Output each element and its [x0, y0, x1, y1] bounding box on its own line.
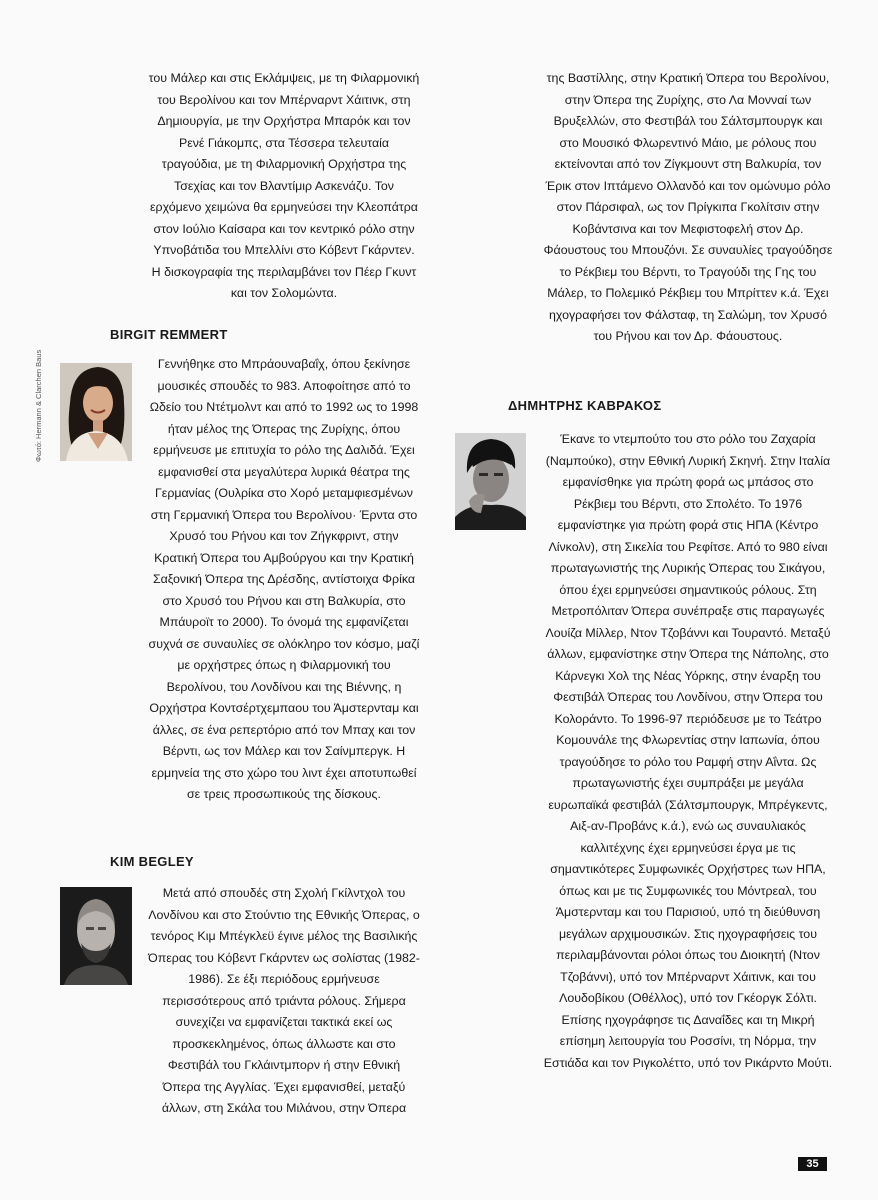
paragraph: Γεννήθηκε στο Μπράουναβαΐχ, όπου ξεκίνησε μουσικές σπουδές το 983. Αποφοίτησε από το Ωδείο του Ντέτμολντ και από το 1992 ως το 1998 ήταν μέλος της Όπερας της Ζυρίχης, όπου ερμήνευσε με επιτυχία το ρόλο της Δαλιδά. Έχει εμφανισθεί στα μεγαλύτερα λυρικά θέατρα της Γερμανίας (Ουλρίκα στο Χορό μεταμφιεσμένων στη Γερμανική Όπερα του Βερολίνου· Έρντα στο Χρυσό του Ρήνου και τον Ζήγκφριντ, στην Κρατική Όπερα του Αμβούργου και την Κρατική Σαξονική Όπερα της Δρέσδης, αντίστοιχα Φρίκα στο Χρυσό του Ρήνου και στη Βαλκυρία, στο Μπάυροϊτ το 2000). Το όνομά της εμφανίζεται συχνά σε συναυλίες σε ολόκληρο τον κόσμο, μαζί με ορχήστρες όπως η Φιλαρμονική του Βερολίνου, του Λονδίνου και της Βιέννης, η Ορχήστρα Κοντσέρτχεμπαου του Άμστερνταμ και άλλες, σε ένα ρεπερτόριο από τον Μπαχ και τον Βέρντι, ως τον Μάλερ και τον Σαίνμπεργκ. Η ερμηνεία της στο χώρο του λιντ έχει αποτυπωθεί σε τρεις προσωπικούς της δίσκους.	[148, 357, 420, 801]
paragraph: Μετά από σπουδές στη Σχολή Γκίλντχολ του Λονδίνου και στο Στούντιο της Εθνικής Όπερας, ο τενόρος Κιμ Μπέγκλεϋ έγινε μέλος της Βασιλικής Όπερας του Κόβεντ Γκάρντεν ως σολίστας (1982-1986). Σε έξι περιόδους ερμήνευσε περισσότερους από τριάντα ρόλους. Σήμερα συνεχίζει να εμφανίζεται τακτικά εκεί ως προσκεκλημένος, όπως άλλωστε και στο Φεστιβάλ του Γκλάιντμπορν ή στην Εθνική Όπερα της Αγγλίας. Έχει εμφανισθεί, μεταξύ άλλων, στη Σκάλα του Μιλάνου, στην Όπερα	[148, 886, 420, 1115]
paragraph: της Βαστίλλης, στην Κρατική Όπερα του Βερολίνου, στην Όπερα της Ζυρίχης, στο Λα Μονναί των Βρυξελλών, στο Φεστιβάλ του Σάλτσμπουργκ και στο Μουσικό Φλωρεντινό Μάιο, με ρόλους που εκτείνονται από τον Ζίγκμουντ στη Βαλκυρία, τον Έρικ στον Ιπτάμενο Ολλανδό και τον ομώνυμο ρόλο στον Πάρσιφαλ, ως τον Πρίγκιπα Γκολίτσιν στην Κοβάντσινα και τον Μεφιστοφελή στον Δρ. Φάουστους του Μπουζόνι. Σε συναυλίες τραγούδησε το Ρέκβιεμ του Βέρντι, το Τραγούδι της Γης του Μάλερ, το Πολεμικό Ρέκβιεμ του Μπρίττεν κ.ά. Έχει ηχογραφήσει τον Φάλσταφ, τη Σαλώμη, τον Χρυσό του Ρήνου και τον Δρ. Φάουστους.	[543, 71, 833, 343]
portrait-begley	[60, 887, 132, 985]
remmert-bio	[148, 354, 420, 806]
page-number: 35	[798, 1157, 827, 1171]
section-heading-remmert: BIRGIT REMMERT	[110, 327, 228, 342]
begley-bio	[148, 883, 420, 1120]
portrait-kavrakos	[455, 433, 526, 530]
paragraph: του Μάλερ και στις Εκλάμψεις, με τη Φιλαρμονική του Βερολίνου και τον Μπέρναρντ Χάιτινκ, στη Δημιουργία, με την Ορχήστρα Μπαρόκ και τον Ρενέ Γιάκομπς, στα Τέσσερα τελευταία τραγούδια, με τη Φιλαρμονική Ορχήστρα της Τσεχίας και τον Βλαντίμιρ Ασκενάζυ. Τον ερχόμενο χειμώνα θα ερμηνεύσει την Κλεοπάτρα στον Ιούλιο Καίσαρα και τον κεντρικό ρόλο στην Υπνοβάτιδα του Μπελλίνι στο Κόβεντ Γκάρντεν. Η δισκογραφία της περιλαμβάνει τον Πέερ Γκυντ και τον Σολομώντα.	[148, 71, 420, 300]
section-heading-begley: KIM BEGLEY	[110, 854, 194, 869]
section-heading-kavrakos: ΔΗΜΗΤΡΗΣ ΚΑΒΡΑΚΟΣ	[508, 398, 662, 413]
kavrakos-bio	[543, 429, 833, 1074]
photo-credit: Φωτό: Hermann & Clarchen Baus	[34, 349, 43, 462]
paragraph: Έκανε το ντεμπούτο του στο ρόλο του Ζαχαρία (Ναμπούκο), στην Εθνική Λυρική Σκηνή. Στην Ιταλία εμφανίσθηκε για πρώτη φορά ως μπάσος στο Ρέκβιεμ του Βέρντι, στο Σπολέτο. Το 1976 εμφανίστηκε για πρώτη φορά στις ΗΠΑ (Κέντρο Λίνκολν), στη Σικελία του Ρεφίτσε. Από το 980 είναι πρωταγωνιστής της Λυρικής Όπερας του Σικάγου, όπου έχει ερμηνεύσει σημαντικούς ρόλους. Στη Μετροπόλιταν Όπερα συνέπραξε στις παραγωγές Λουίζα Μίλλερ, Ντον Τζοβάννι και Τουραντό. Μεταξύ άλλων, εμφανίστηκε στην Όπερα της Νάπολης, στο Κάρνεγκι Χολ της Νέας Υόρκης, στην έναρξη του Φεστιβάλ Όπερας του Λονδίνου, στην Όπερα του Κολοράντο. Το 1996-97 περιόδευσε με το Τεάτρο Κομουνάλε της Φλωρεντίας στην Ιαπωνία, όπου τραγούδησε το ρόλο του Ραμφή στην Αΐντα. Ως πρωταγωνιστής έχει συμπράξει με μεγάλα ευρωπαϊκά φεστιβάλ (Σάλτσμπουργκ, Μπρέγκεντς, Αιξ-αν-Προβάνς κ.ά.), ενώ ως συναυλιακός καλλιτέχνης έχει ερμηνεύσει έργα με τις σημαντικότερες Συμφωνικές Ορχήστρες των ΗΠΑ, όπως και με τις Συμφωνικές του Μόντρεαλ, του Άμστερνταμ και του Παρισιού, υπό τη διεύθυνση μεγάλων αρχιμουσικών. Στις ηχογραφήσεις του περιλαμβάνονται ρόλοι όπως του Διοικητή (Ντον Τζοβάννι), υπό τον Μπέρναρντ Χάιτινκ, και του Λουδοβίκου (Οθέλλος), υπό τον Γκέοργκ Σόλτι. Επίσης ηχογράφησε τις Δαναΐδες και τη Μικρή επίσημη λειτουργία του Ροσσίνι, τη Νόρμα, την Εστιάδα και τον Ριγκολέττο, υπό τον Ρικάρντο Μούτι.	[543, 432, 833, 1070]
portrait-remmert	[60, 363, 132, 461]
left-column-continuation	[148, 68, 420, 305]
right-column-continuation	[543, 68, 833, 348]
